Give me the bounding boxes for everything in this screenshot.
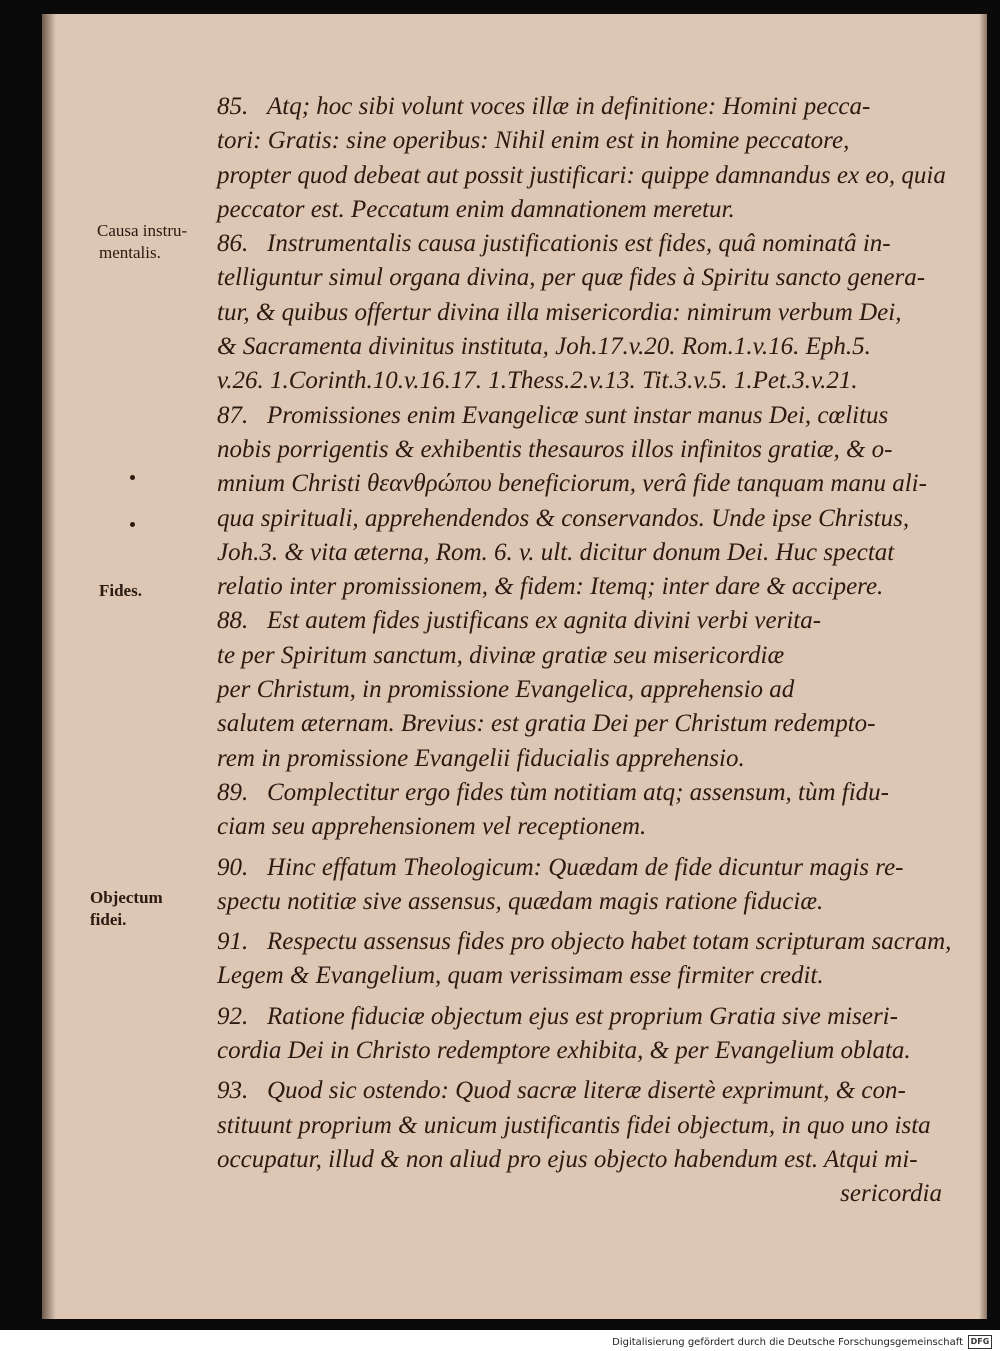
- text-line: [217, 604, 952, 638]
- text-line: per Christum, in promissione Evangelica, apprehensio ad: [217, 676, 795, 704]
- text-line: [217, 227, 952, 261]
- paragraph-91: [217, 925, 952, 994]
- dfg-logo-icon: DFG: [968, 1335, 992, 1349]
- paragraph-number: 86.: [217, 230, 249, 258]
- text-line: [217, 399, 952, 433]
- paragraph-93: [217, 1074, 952, 1211]
- text-line: [217, 1000, 952, 1034]
- ink-dot: [130, 475, 135, 480]
- line-text: Ratione fiduciæ objectum ejus est proprium Gratia sive miseri-: [267, 1002, 898, 1030]
- marginal-note-line: fidei.: [90, 910, 127, 929]
- funding-footer: [612, 1334, 992, 1350]
- text-line: peccator est. Peccatum enim damnationem meretur.: [217, 195, 735, 223]
- paragraph-85: [217, 90, 952, 227]
- text-line: Legem & Evangelium, quam verissimam esse firmiter credit.: [217, 962, 824, 990]
- marginal-note-fides: [99, 580, 142, 602]
- text-line: Joh.3. & vita æterna, Rom. 6. v. ult. dicitur donum Dei. Huc spectat: [217, 538, 895, 566]
- paragraph-number: 88.: [217, 607, 249, 635]
- marginal-note-causa: [97, 220, 187, 264]
- catchword: sericordia: [840, 1180, 942, 1208]
- paragraph-92: [217, 1000, 952, 1069]
- paragraph-number: 93.: [217, 1077, 249, 1105]
- text-line: cordia Dei in Christo redemptore exhibita, & per Evangelium oblata.: [217, 1037, 911, 1065]
- text-line: spectu notitiæ sive assensus, quædam magis ratione fiduciæ.: [217, 887, 824, 915]
- text-line: stituunt proprium & unicum justificantis fidei objectum, in quo uno ista: [217, 1111, 931, 1139]
- book-page: [42, 14, 987, 1319]
- paragraph-number: 92.: [217, 1002, 249, 1030]
- paragraph-90: [217, 851, 952, 920]
- line-text: Atq; hoc sibi volunt voces illæ in definitione: Homini pecca-: [267, 93, 871, 120]
- line-text: Complectitur ergo fides tùm notitiam atq; assensum, tùm fidu-: [267, 778, 889, 806]
- text-line: telliguntur simul organa divina, per quæ fides à Spiritu sancto genera-: [217, 264, 926, 292]
- paragraph-number: 91.: [217, 928, 249, 956]
- text-line: propter quod debeat aut possit justificari: quippe damnandus ex eo, quia: [217, 161, 946, 189]
- text-line: tori: Gratis: sine operibus: Nihil enim est in homine peccatore,: [217, 127, 850, 155]
- line-text: Respectu assensus fides pro objecto habet totam scripturam sacram,: [267, 928, 952, 956]
- main-text: [217, 90, 952, 1212]
- marginal-note-line: Objectum: [90, 888, 163, 907]
- paragraph-number: 85.: [217, 93, 249, 120]
- text-line: te per Spiritum sanctum, divinæ gratiæ seu misericordiæ: [217, 641, 785, 669]
- text-line: [217, 925, 952, 959]
- paragraph-87: [217, 399, 952, 605]
- paragraph-88: [217, 604, 952, 775]
- text-line: mnium Christi θεανθρώπου beneficiorum, verâ fide tanquam manu ali-: [217, 470, 927, 498]
- paragraph-89: [217, 776, 952, 845]
- line-text: Promissiones enim Evangelicæ sunt instar manus Dei, cœlitus: [267, 401, 889, 429]
- page-gutter-shadow: [42, 14, 56, 1319]
- text-line: relatio inter promissionem, & fidem: Itemq; inter dare & accipere.: [217, 573, 884, 601]
- text-line: [217, 1074, 952, 1108]
- paragraph-86: [217, 227, 952, 398]
- marginal-note-objectum: [90, 887, 163, 931]
- page-edge-shadow: [979, 14, 987, 1319]
- text-line: qua spirituali, apprehendendos & conservandos. Unde ipse Christus,: [217, 504, 910, 532]
- text-line: rem in promissione Evangelii fiducialis apprehensio.: [217, 744, 745, 772]
- ink-dot: [130, 522, 135, 527]
- paragraph-number: 89.: [217, 778, 249, 806]
- text-line: tur, & quibus offertur divina illa misericordia: nimirum verbum Dei,: [217, 298, 902, 326]
- text-line: salutem æternam. Brevius: est gratia Dei per Christum redempto-: [217, 710, 876, 738]
- text-line: ciam seu apprehensionem vel receptionem.: [217, 813, 647, 841]
- text-line: v.26. 1.Corinth.10.v.16.17. 1.Thess.2.v.13. Tit.3.v.5. 1.Pet.3.v.21.: [217, 367, 858, 395]
- line-text: Quod sic ostendo: Quod sacræ literæ disertè exprimunt, & con-: [267, 1077, 906, 1105]
- line-text: Instrumentalis causa justificationis est fides, quâ nominatâ in-: [267, 230, 891, 258]
- marginal-note-line: mentalis.: [99, 243, 161, 262]
- text-line: & Sacramenta divinitus instituta, Joh.17.v.20. Rom.1.v.16. Eph.5.: [217, 333, 871, 361]
- text-line: [217, 851, 952, 885]
- marginal-note-line: Fides.: [99, 581, 142, 600]
- marginal-note-line: Causa instru-: [97, 221, 188, 240]
- paragraph-number: 87.: [217, 401, 249, 429]
- line-text: Est autem fides justificans ex agnita divini verbi verita-: [267, 607, 822, 635]
- footer-text: Digitalisierung gefördert durch die Deutsche Forschungsgemeinschaft: [612, 1336, 963, 1348]
- text-line: [217, 776, 952, 810]
- text-line: nobis porrigentis & exhibentis thesauros illos infinitos gratiæ, & o-: [217, 435, 893, 463]
- text-line: occupatur, illud & non aliud pro ejus objecto habendum est. Atqui mi-: [217, 1145, 918, 1173]
- line-text: Hinc effatum Theologicum: Quædam de fide dicuntur magis re-: [267, 853, 904, 881]
- paragraph-number: 90.: [217, 853, 249, 881]
- text-line: [217, 90, 952, 124]
